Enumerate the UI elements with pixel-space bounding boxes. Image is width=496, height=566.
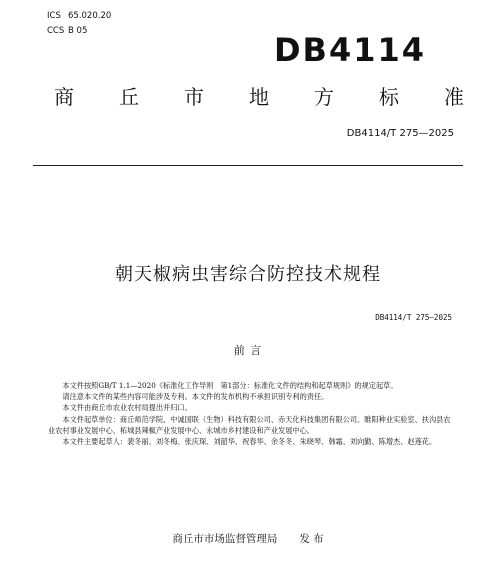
category-char: 市: [184, 85, 204, 109]
category-char: 商: [54, 85, 74, 109]
issuer-action: 发 布: [299, 533, 324, 545]
ccs-code: CCS B 05: [47, 26, 88, 36]
issuer-org: 商丘市市场监督管理局: [172, 533, 278, 545]
db-mark: DB4114: [273, 31, 426, 69]
foreword-body: [48, 380, 456, 447]
category-char: 标: [379, 85, 399, 109]
category-char: 地: [249, 85, 269, 109]
ics-code: ICS 65.020.20: [47, 11, 112, 21]
standard-number: DB4114/T 275—2025: [346, 128, 454, 139]
category-char: 方: [314, 85, 334, 109]
header-divider: [33, 165, 463, 166]
classification-codes: [47, 9, 111, 39]
issuer-line: [0, 531, 496, 546]
standard-number-small: DB4114/T 275—2025: [375, 313, 452, 322]
document-title: 朝天椒病虫害综合防控技术规程: [115, 264, 381, 285]
category-char: 准: [444, 85, 464, 109]
category-char: 丘: [119, 85, 139, 109]
paragraph: 本文件按照GB/T 1.1—2020《标准化工作导则 第1部分：标准化文件的结构和起草规则》的规定起草。: [62, 381, 398, 390]
paragraph: 请注意本文件的某些内容可能涉及专利。本文件的发布机构不承担识别专利的责任。: [62, 392, 329, 402]
foreword-heading: 前 言: [233, 344, 263, 357]
paragraph: 本文件主要起草人：裴冬丽、刘冬梅、张庆琛、刘韶华、祝春华、余冬冬、朱晓琴、韩霜、刘向勤、陈增杰、赵莲花。: [62, 437, 437, 447]
standard-category: [54, 86, 464, 108]
paragraph: 本文件起草单位：商丘师范学院、中诚国联（生物）科技有限公司、赤天化科技集团有限公司、睢阳种业实验室、扶沟县农业农村事业发展中心、柘城县辣椒产业发展中心、永城市乡村建设和产业发展中心。: [48, 414, 451, 435]
paragraph: 本文件由商丘市农业农村局提出并归口。: [62, 403, 192, 413]
